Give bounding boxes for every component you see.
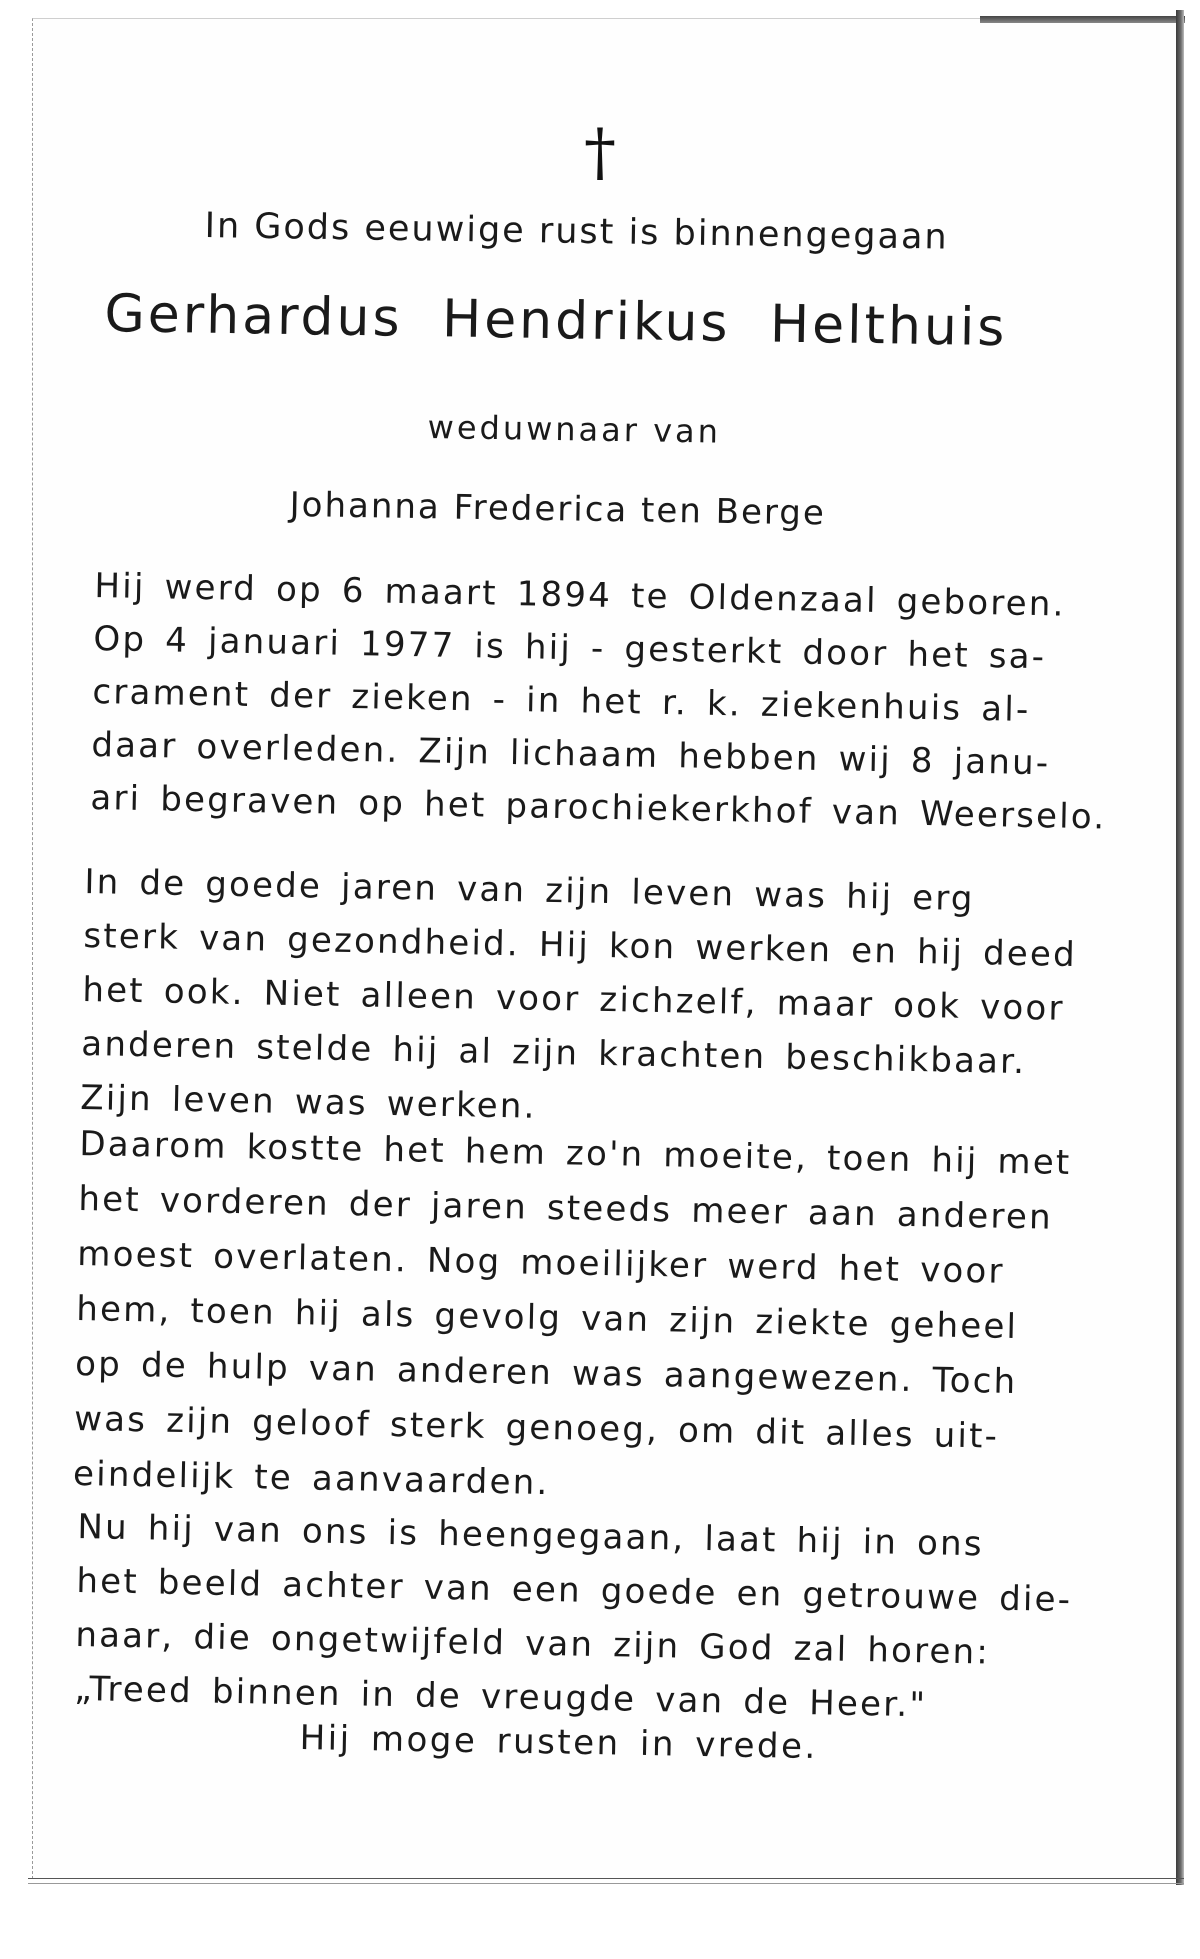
text-line: daar overleden. Zijn lichaam hebben wij 8 janu- xyxy=(91,724,1051,784)
text-line: was zijn geloof sterk genoeg, om dit alles uit- xyxy=(73,1398,1000,1457)
paragraph-biography xyxy=(90,560,1107,843)
text-line: crament der zieken - in het r. k. ziekenhuis al- xyxy=(92,671,1031,730)
text-line: anderen stelde hij al zijn krachten beschikbaar. xyxy=(80,1023,1027,1083)
text-line: op de hulp van anderen was aangewezen. Toch xyxy=(74,1343,1018,1403)
text-line: „Treed binnen in de vreugde van de Heer." xyxy=(73,1668,928,1726)
text-line: moest overlaten. Nog moeilijker werd het voor xyxy=(76,1233,1006,1292)
deceased-name: Gerhardus Hendrikus Helthuis xyxy=(104,284,1008,359)
text-line: Zijn leven was werken. xyxy=(79,1077,537,1127)
text-line: Daarom kostte het hem zo'n moeite, toen hij met xyxy=(79,1123,1072,1184)
closing-line: Hij moge rusten in vrede. xyxy=(299,1718,819,1768)
intro-text: In Gods eeuwige rust is binnengegaan xyxy=(204,206,949,258)
text-line: Hij werd op 6 maart 1894 te Oldenzaal geboren. xyxy=(94,565,1067,625)
text-line: sterk van gezondheid. Hij kon werken en hij deed xyxy=(83,915,1078,976)
text-line: ari begraven op het parochiekerkhof van Weerselo. xyxy=(90,777,1107,838)
text-line: hem, toen hij als gevolg van zijn ziekte geheel xyxy=(75,1288,1019,1348)
card-top-edge xyxy=(980,16,1185,23)
text-line: het vorderen der jaren steeds meer aan anderen xyxy=(78,1178,1054,1238)
cross-icon: † xyxy=(584,116,616,190)
card-bottom-edge-shadow xyxy=(28,1883,1184,1884)
text-line: eindelijk te aanvaarden. xyxy=(72,1453,550,1504)
paragraph-health xyxy=(79,855,1078,1143)
card-bottom-edge xyxy=(28,1878,1184,1879)
paragraph-illness xyxy=(72,1117,1072,1520)
text-line: het ook. Niet alleen voor zichzelf, maar ook voor xyxy=(82,969,1066,1029)
paragraph-farewell xyxy=(73,1500,1073,1734)
text-line: Nu hij van ons is heengegaan, laat hij in ons xyxy=(77,1506,985,1565)
text-line: het beeld achter van een goede en getrouwe die- xyxy=(76,1560,1073,1621)
widower-label: weduwnaar van xyxy=(427,408,722,451)
card-right-edge xyxy=(1176,10,1184,1885)
spouse-name: Johanna Frederica ten Berge xyxy=(289,485,827,534)
text-line: In de goede jaren van zijn leven was hij erg xyxy=(84,861,976,920)
text-line: naar, die ongetwijfeld van zijn God zal horen: xyxy=(75,1614,991,1673)
text-line: Op 4 januari 1977 is hij - gesterkt door het sa- xyxy=(93,618,1047,678)
